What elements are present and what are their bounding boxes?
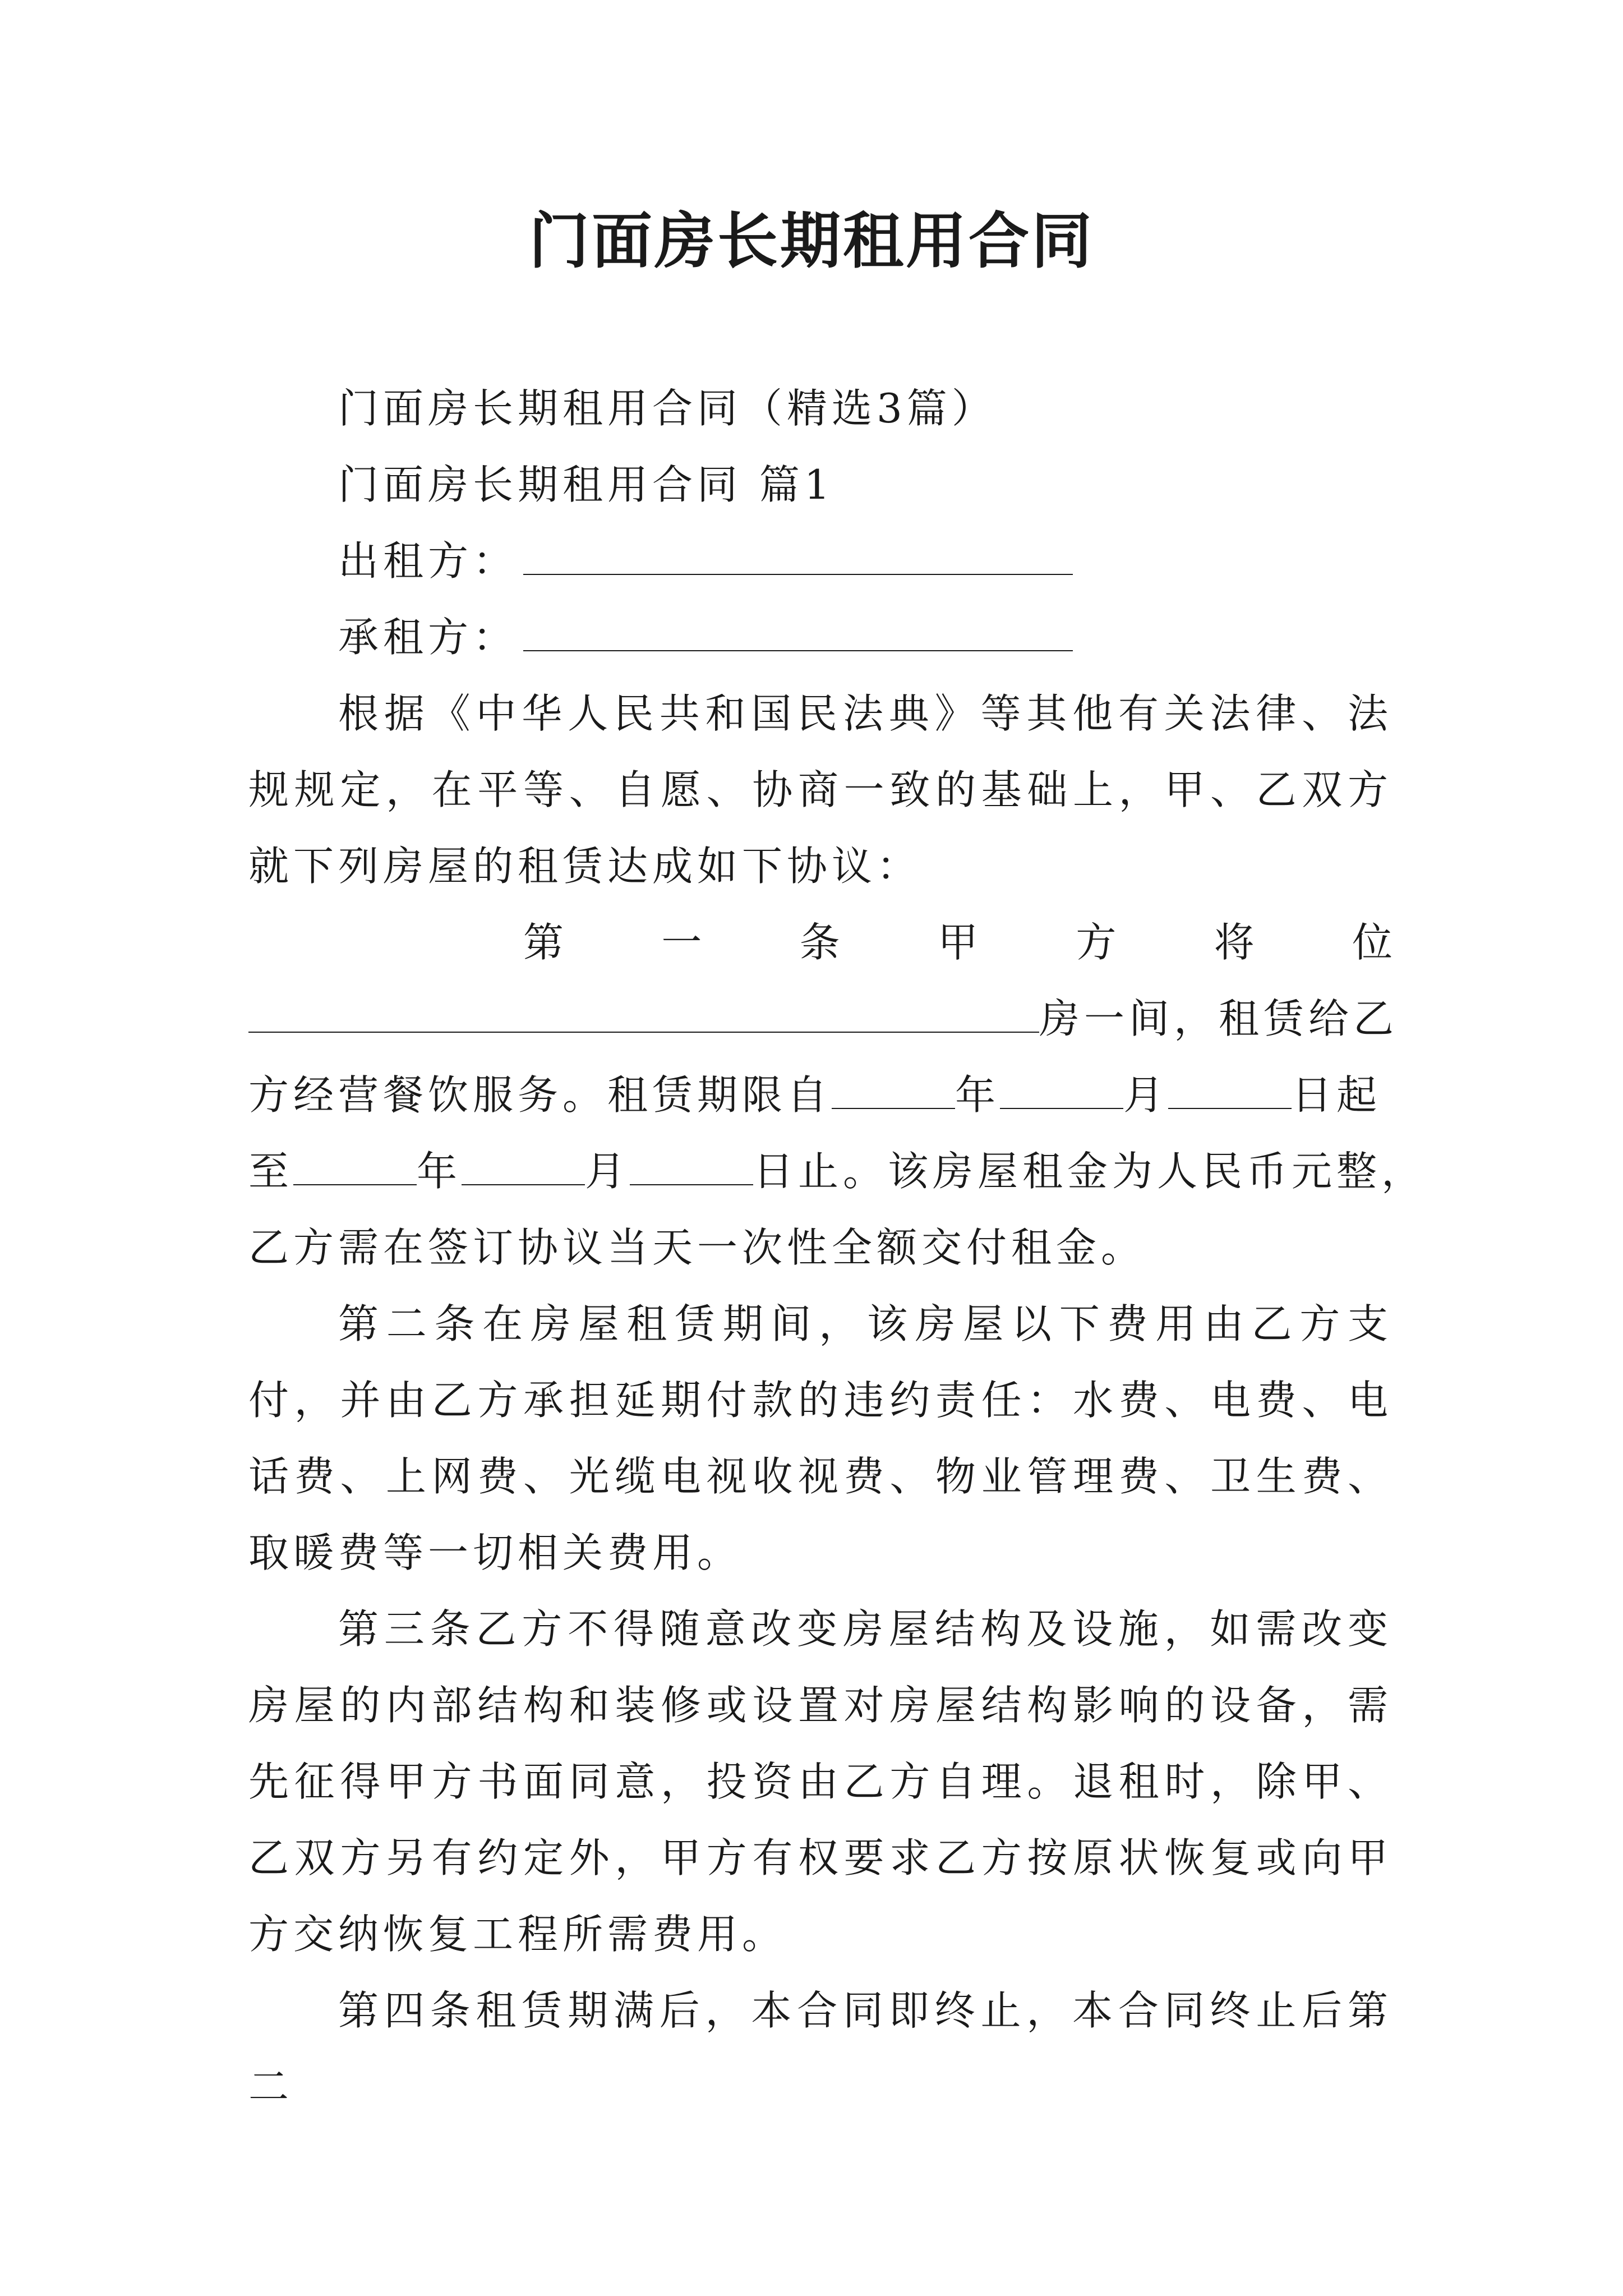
article-1-char: 将: [1214, 919, 1255, 966]
end-month-blank: [462, 1140, 585, 1185]
lessee-blank: [523, 606, 1073, 651]
section-heading: 门面房长期租用合同 篇1: [338, 461, 834, 508]
end-year-blank: [293, 1140, 417, 1185]
month-label: 月: [1123, 1071, 1169, 1119]
article-1: [248, 904, 1427, 1286]
lessor-blank: [523, 530, 1073, 575]
day-end-rent-text: 日止。该房屋租金为人民币元整，: [753, 1148, 1427, 1195]
article-1-char: 甲: [937, 919, 978, 966]
lessor-line: [248, 523, 1393, 599]
to-label: 至: [248, 1148, 294, 1195]
lessee-label: 承租方：: [338, 614, 518, 661]
start-month-blank: [1000, 1064, 1123, 1109]
article-1-term-line: [248, 1057, 1393, 1133]
after-location-text: 房一间，租赁给乙: [1039, 995, 1399, 1042]
year-label: 年: [955, 1071, 1000, 1119]
location-blank: [248, 988, 1039, 1033]
article-1-lead: [248, 904, 1393, 981]
month-label: 月: [585, 1148, 630, 1195]
article-1-char: 一: [661, 919, 702, 966]
day-start-label: 日起: [1292, 1071, 1382, 1119]
article-1-location-line: [248, 981, 1399, 1057]
article-4-paragraph: 第四条租赁期满后，本合同即终止，本合同终止后第二: [248, 1987, 1393, 2110]
article-2-paragraph: 第二条在房屋租赁期间，该房屋以下费用由乙方支付，并由乙方承担延期付款的违约责任：水费、电费、电话费、上网费、光缆电视收视费、物业管理费、卫生费、取暖费等一切相关费用。: [248, 1300, 1393, 1576]
article-1-char: 第: [523, 919, 564, 966]
article-1-payment-line: 乙方需在签订协议当天一次性全额交付租金。: [248, 1224, 1146, 1271]
document-body: [248, 370, 1427, 2125]
start-day-blank: [1168, 1064, 1292, 1109]
subtitle: 门面房长期租用合同（精选3篇）: [338, 385, 997, 432]
term-text: 方经营餐饮服务。租赁期限自: [248, 1071, 832, 1119]
article-1-char: 方: [1076, 919, 1117, 966]
document-title: 门面房长期租用合同: [528, 206, 1094, 277]
article-1-char: 条: [799, 919, 840, 966]
intro-paragraph: 根据《中华人民共和国民法典》等其他有关法律、法规规定，在平等、自愿、协商一致的基础上，甲、乙双方就下列房屋的租赁达成如下协议：: [248, 690, 1393, 890]
start-year-blank: [832, 1064, 955, 1109]
article-1-char: 位: [1352, 919, 1393, 966]
end-day-blank: [630, 1140, 753, 1185]
article-3-paragraph: 第三条乙方不得随意改变房屋结构及设施，如需改变房屋的内部结构和装修或设置对房屋结构影响的设备，需先征得甲方书面同意，投资由乙方自理。退租时，除甲、乙双方另有约定外，甲方有权要求乙方按原状恢复或向甲方交纳恢复工程所需费用。: [248, 1605, 1393, 1958]
lessee-line: [248, 599, 1393, 675]
year-label: 年: [417, 1148, 462, 1195]
article-1-end-line: [248, 1133, 1427, 1209]
lessor-label: 出租方：: [338, 537, 518, 585]
